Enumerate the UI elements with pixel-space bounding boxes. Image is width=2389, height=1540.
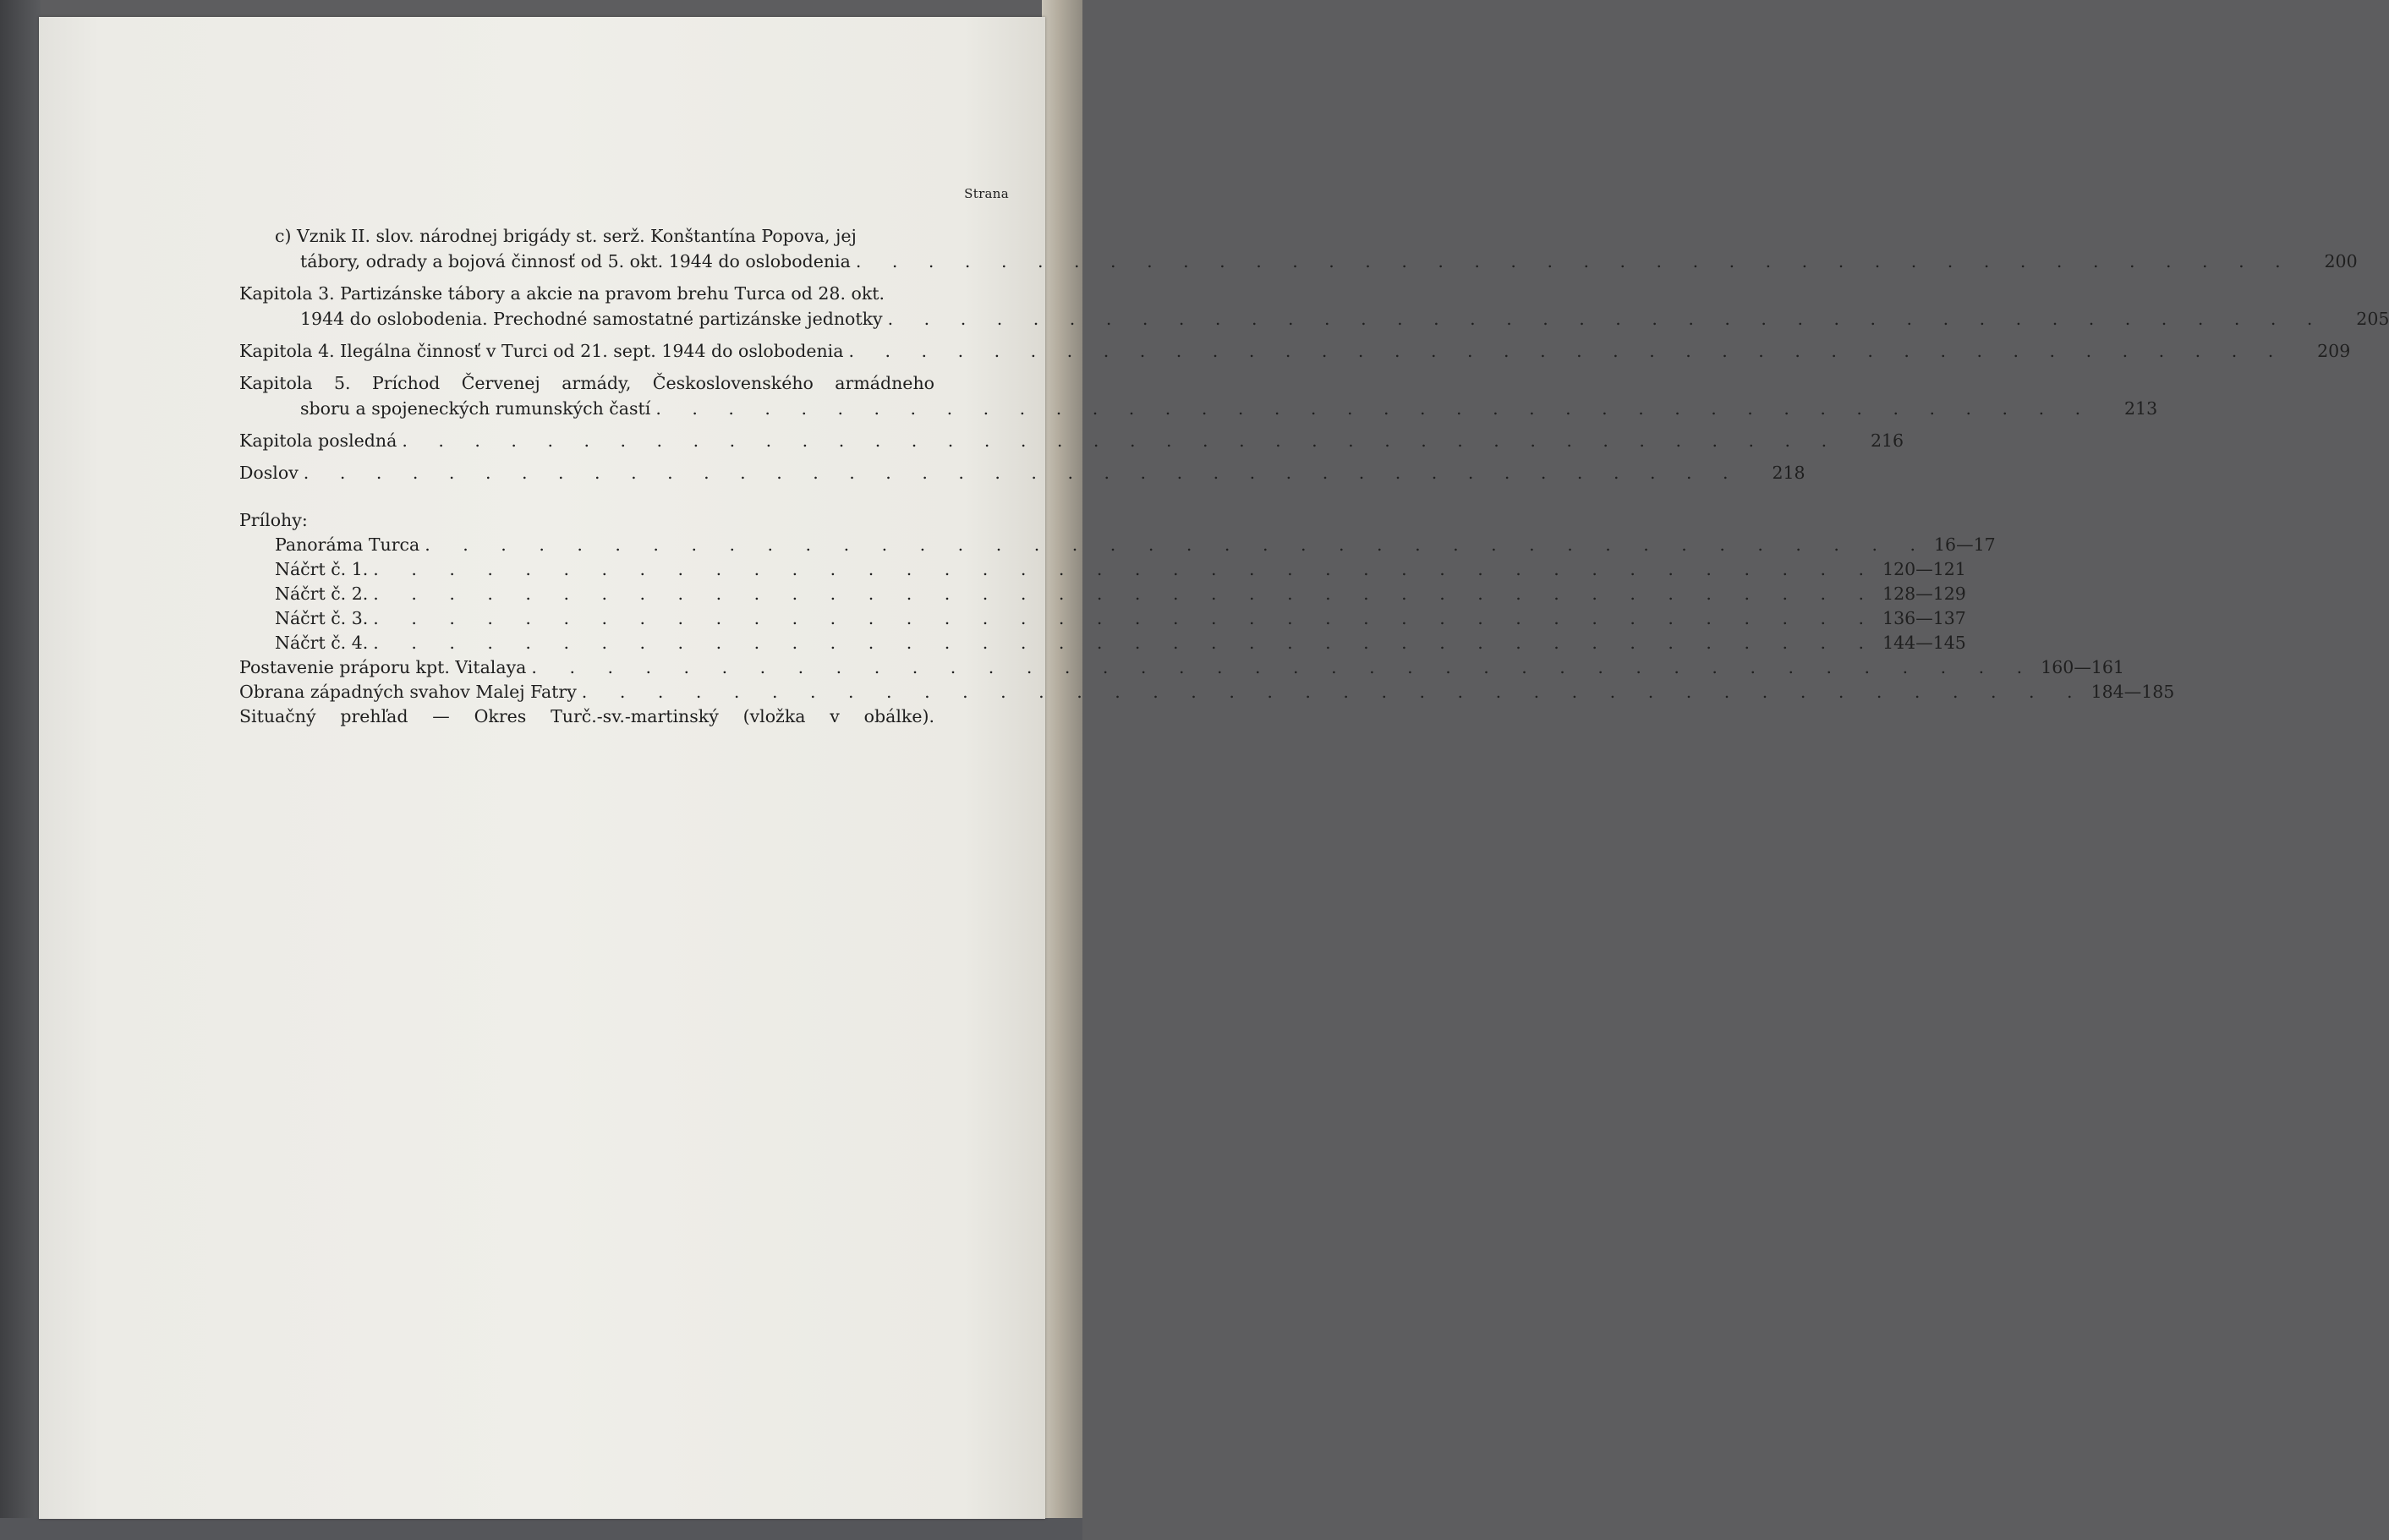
- toc-entry-title: Kapitola 5. Príchod Červenej armády, Československého armádneho: [239, 373, 934, 393]
- toc-entry-page: 200: [2324, 251, 2358, 271]
- dot-leader: . . . . . . . . . . . . . . . . . . . . . . . . . . . . . . . . . . . . . . . .: [373, 584, 1878, 604]
- adjacent-page-edge: [1042, 0, 1082, 1540]
- toc-entry: [239, 223, 2358, 274]
- book-page: [39, 17, 2389, 1519]
- annex-item: [239, 680, 2175, 704]
- toc-entry: [239, 281, 2389, 332]
- dot-leader: . . . . . . . . . . . . . . . . . . . . . . . . . . . . . . . . . . . . . . . .: [531, 657, 2036, 677]
- annex-item: [239, 631, 1966, 655]
- dot-leader: . . . . . . . . . . . . . . . . . . . . . . . . . . . . . . . . . . . . . . . .: [303, 463, 1741, 483]
- annex-item-label: Obrana západných svahov Malej Fatry: [239, 682, 577, 702]
- toc-entry-title: Kapitola posledná: [239, 430, 397, 451]
- annex-item: [239, 582, 1966, 606]
- annexes-section: [239, 507, 2175, 729]
- dot-leader: . . . . . . . . . . . . . . . . . . . . . . . . . . . . . . . . . . . . . . . .: [373, 608, 1878, 628]
- dot-leader: . . . . . . . . . . . . . . . . . . . . . . . . . . . . . . . . . . . . . . . .: [402, 430, 1840, 451]
- annex-item-page: 128—129: [1882, 584, 1966, 604]
- annex-item-page: 136—137: [1882, 608, 1966, 628]
- annex-item: [239, 704, 1009, 729]
- toc-entry-title-continued: 1944 do oslobodenia. Prechodné samostatné partizánske jednotky: [300, 309, 883, 329]
- dot-leader: . . . . . . . . . . . . . . . . . . . . . . . . . . . . . . . . . . . . . . . .: [848, 341, 2287, 361]
- toc-entry-page: 209: [2317, 341, 2351, 361]
- toc-entry-title: c) Vznik II. slov. národnej brigády st. serž. Konštantína Popova, jej: [275, 226, 857, 246]
- toc-entry-title: Doslov: [239, 463, 299, 483]
- dot-leader: . . . . . . . . . . . . . . . . . . . . . . . . . . . . . . . . . . . . . . . .: [887, 309, 2326, 329]
- toc-entry-title: Kapitola 4. Ilegálna činnosť v Turci od 21. sept. 1944 do oslobodenia: [239, 341, 844, 361]
- toc-entry: [239, 460, 1805, 485]
- page-column-header: Strana: [964, 186, 1009, 201]
- annex-item-page: 184—185: [2090, 682, 2175, 702]
- toc-entry-title-continued: tábory, odrady a bojová činnosť od 5. okt. 1944 do oslobodenia: [300, 251, 851, 271]
- toc-entry: [239, 370, 2158, 421]
- annex-item: [239, 606, 1966, 631]
- toc-entry-title-continued: sboru a spojeneckých rumunských častí: [300, 398, 651, 419]
- annex-item-label: Náčrt č. 4.: [275, 633, 369, 653]
- toc-entry: [239, 428, 1904, 453]
- annex-item-page: 120—121: [1882, 559, 1966, 579]
- annex-item: [239, 655, 2124, 680]
- dot-leader: . . . . . . . . . . . . . . . . . . . . . . . . . . . . . . . . . . . . . . . .: [655, 398, 2094, 419]
- dot-leader: . . . . . . . . . . . . . . . . . . . . . . . . . . . . . . . . . . . . . . . .: [373, 559, 1878, 579]
- annex-item: [239, 557, 1966, 582]
- dot-leader: . . . . . . . . . . . . . . . . . . . . . . . . . . . . . . . . . . . . . . . .: [425, 534, 1930, 555]
- backdrop-bottom: [0, 1518, 1082, 1540]
- toc-entry: [239, 338, 2351, 364]
- toc-entry-page: 205: [2356, 309, 2389, 329]
- annex-item-label: Postavenie práporu kpt. Vitalaya: [239, 657, 527, 677]
- table-of-contents: [239, 223, 2389, 729]
- dot-leader: . . . . . . . . . . . . . . . . . . . . . . . . . . . . . . . . . . . . . . . .: [373, 633, 1878, 653]
- dot-leader: . . . . . . . . . . . . . . . . . . . . . . . . . . . . . . . . . . . . . . . .: [855, 251, 2293, 271]
- annex-item-page: 160—161: [2041, 657, 2124, 677]
- toc-entry-title: Kapitola 3. Partizánske tábory a akcie na pravom brehu Turca od 28. okt.: [239, 283, 885, 304]
- annex-item-label: Náčrt č. 2.: [275, 584, 369, 604]
- toc-entry-page: 216: [1870, 430, 1904, 451]
- backdrop: [0, 0, 41, 1540]
- annex-item-label: Náčrt č. 1.: [275, 559, 369, 579]
- annex-item-label: Náčrt č. 3.: [275, 608, 369, 628]
- annexes-heading: Prílohy:: [239, 510, 308, 530]
- annex-item-label: Situačný prehľad — Okres Turč.-sv.-martinský (vložka v obálke).: [239, 706, 934, 726]
- annex-item-label: Panoráma Turca: [275, 534, 420, 555]
- annex-item-page: 144—145: [1882, 633, 1966, 653]
- annex-item: [239, 533, 1996, 557]
- annex-item-page: 16—17: [1934, 534, 1996, 555]
- dot-leader: . . . . . . . . . . . . . . . . . . . . . . . . . . . . . . . . . . . . . . . .: [581, 682, 2086, 702]
- toc-entry-page: 213: [2123, 398, 2158, 419]
- toc-entry-page: 218: [1772, 463, 1805, 483]
